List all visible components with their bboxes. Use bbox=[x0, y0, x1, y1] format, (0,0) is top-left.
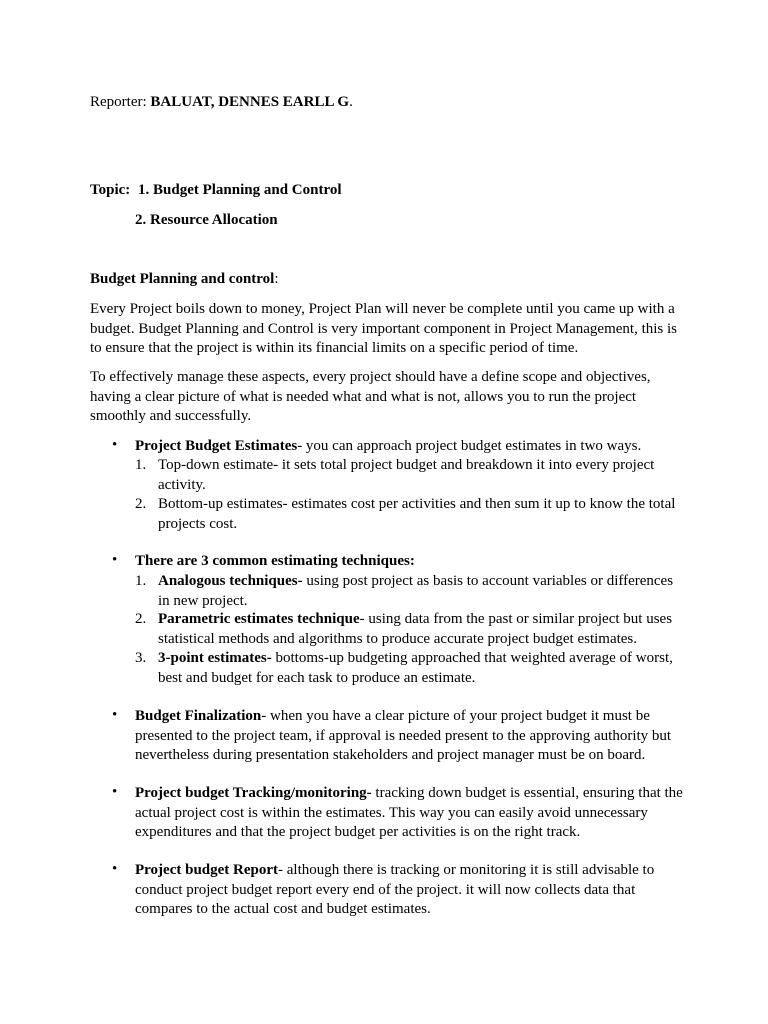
reporter-label: Reporter: bbox=[90, 94, 151, 110]
reporter-suffix: . bbox=[349, 94, 353, 110]
list-item-three-point: 3-point estimates- bottoms-up budgeting approached that weighted average of worst, best and budget for each task to produce an estimate. bbox=[158, 650, 673, 686]
list-number: 3. bbox=[135, 650, 147, 666]
paragraph-2: To effectively manage these aspects, every project should have a define scope and objectives, having a clear picture of what is needed what and what is not, allows you to run the project smoothly and successfully. bbox=[90, 369, 651, 424]
list-item-bottom-up: Bottom-up estimates- estimates cost per activities and then sum it up to know the total projects cost. bbox=[158, 496, 676, 532]
topic-line bbox=[90, 181, 130, 201]
topic-item-2: 2. Resource Allocation bbox=[135, 212, 278, 228]
section-heading: Budget Planning and control: bbox=[90, 271, 279, 287]
paragraph-1: Every Project boils down to money, Project Plan will never be complete until you came up with a budget. Budget Planning and Control is very important component in Project Management, this is to ensure that the project is within its financial limits on a specific period of time. bbox=[90, 301, 677, 356]
list-number: 2. bbox=[135, 611, 147, 627]
list-item-top-down: Top-down estimate- it sets total project budget and breakdown it into every project activity. bbox=[158, 457, 655, 493]
bullet-icon: • bbox=[112, 437, 118, 453]
reporter-line bbox=[90, 93, 353, 113]
bullet-icon: • bbox=[112, 552, 118, 568]
topic-item-1: 1. Budget Planning and Control bbox=[138, 182, 342, 198]
bullet-budget-estimates: Project Budget Estimates- you can approach project budget estimates in two ways. bbox=[135, 438, 642, 454]
list-number: 2. bbox=[135, 496, 147, 512]
topic-label: Topic: bbox=[90, 182, 131, 198]
bullet-budget-report: Project budget Report- although there is tracking or monitoring it is still advisable to conduct project budget report every end of the project. it will now collects data that compares to the actual cost and budget estimates. bbox=[135, 862, 655, 917]
list-number: 1. bbox=[135, 573, 147, 589]
list-item-analogous: Analogous techniques- using post project as basis to account variables or differences in new project. bbox=[158, 573, 674, 609]
reporter-name: BALUAT, DENNES EARLL G bbox=[150, 94, 350, 110]
bullet-budget-finalization: Budget Finalization- when you have a clear picture of your project budget it must be presented to the project team, if approval is needed present to the approving authority but nevertheless during presentation stakeholders and project manager must be on board. bbox=[135, 708, 672, 763]
list-number: 1. bbox=[135, 457, 147, 473]
bullet-estimating-techniques: There are 3 common estimating techniques: bbox=[135, 553, 415, 569]
list-item-parametric: Parametric estimates technique- using data from the past or similar project but uses statistical methods and algorithms to produce accurate project budget estimates. bbox=[158, 611, 673, 647]
bullet-icon: • bbox=[112, 707, 118, 723]
bullet-budget-tracking: Project budget Tracking/monitoring- tracking down budget is essential, ensuring that the actual project cost is within the estimates. This way you can easily avoid unnecessary expenditures and that the project budget per activities is on the right track. bbox=[135, 785, 683, 840]
bullet-icon: • bbox=[112, 784, 118, 800]
bullet-icon: • bbox=[112, 861, 118, 877]
